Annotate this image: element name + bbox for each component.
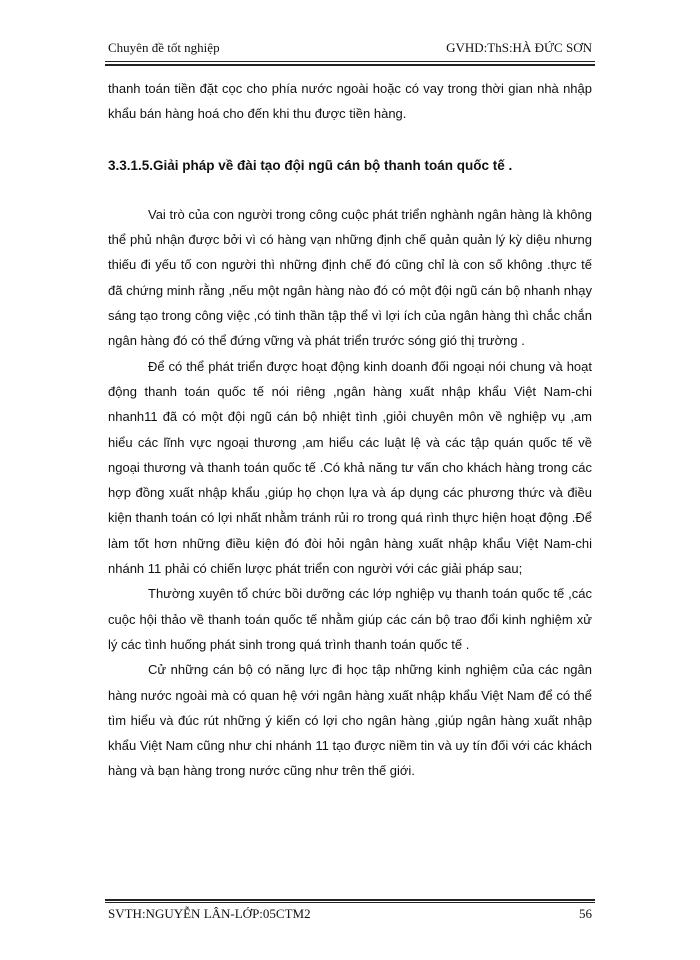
paragraph-study-abroad: Cử những cán bộ có năng lực đi học tập những kinh nghiệm của các ngân hàng nước ngoài mà có quan hệ với ngân hàng xuất nhập khẩu Việt Nam để có thể tìm hiểu và đúc rút những ý kiến có lợi cho ngân hàng ,giúp ngân hàng xuất nhập khẩu Việt Nam cũng như chi nhánh 11 tạo được niềm tin và uy tín đối với các khách hàng và bạn hàng trong nước cũng như trên thế giới.	[108, 662, 592, 779]
footer-rule-thick	[105, 899, 595, 901]
paragraph-role-of-people: Vai trò của con người trong công cuộc phát triển nghành ngân hàng là không thể phủ nhận được bởi vì có hàng vạn những định chế quản quản lý kỳ diệu nhưng thiếu đi yếu tố con người thì những định chế đó cũng chỉ là con số không .thực tế đã chứng minh rằng ,nếu một ngân hàng nào đó có một đội ngũ cán bộ nhanh nhạy sáng tạo trong công việc ,có tinh thần tập thể vì lợi ích của ngân hàng thì chắc chắn ngân hàng đó có thể đứng vững và phát triển trước sóng gió thị trường .	[108, 206, 592, 349]
header-document-type: Chuyên đề tốt nghiệp	[108, 40, 220, 55]
header-supervisor: GVHD:ThS:HÀ ĐỨC SƠN	[446, 40, 592, 55]
paragraph-continuation: thanh toán tiền đặt cọc cho phía nước ngoài hoặc có vay trong thời gian nhà nhập khẩu bán hàng hoá cho đến khi thu được tiền hàng.	[108, 81, 592, 122]
section-heading: 3.3.1.5.Giải pháp về đài tạo đội ngũ cán bộ thanh toán quốc tế .	[108, 157, 513, 173]
footer-rule	[105, 902, 595, 903]
paragraph-training: Thường xuyên tổ chức bồi dưỡng các lớp nghiệp vụ thanh toán quốc tế ,các cuộc hội thảo về thanh toán quốc tế nhằm giúp các cán bộ trao đổi kinh nghiệm xử lý các tình huống phát sinh trong quá trình thanh toán quốc tế .	[108, 586, 592, 652]
header-rule-thick	[105, 64, 595, 66]
page-header	[108, 40, 592, 62]
header-rule	[105, 61, 595, 62]
footer-student-info: SVTH:NGUYỄN LÂN-LỚP:05CTM2	[108, 906, 311, 921]
paragraph-development-strategy: Để có thể phát triển được hoạt động kinh doanh đối ngoại nói chung và hoạt động thanh toán quốc tế nói riêng ,ngân hàng xuất nhập khẩu Việt Nam-chi nhanh11 đã có một đội ngũ cán bộ nhiệt tình ,giỏi chuyên môn về nghiệp vụ ,am hiểu các lĩnh vực ngoại thương ,am hiểu các luật lệ và các tập quán quốc tế về ngoại thương và thanh toán quốc tế .Có khả năng tư vấn cho khách hàng trong các hợp đồng xuất nhập khẩu ,giúp họ chọn lựa và áp dụng các phương thức và điều kiện thanh toán có lợi nhất nhằm tránh rủi ro trong quá rình thực hiện hoạt động .Để làm tốt hơn những điều kiện đó đòi hỏi ngân hàng xuất nhập khẩu Việt Nam-chi nhánh 11 phải có chiến lược phát triển con người với các giải pháp sau;	[108, 358, 592, 577]
page-footer	[108, 906, 592, 928]
page-body	[108, 76, 592, 784]
page-number: 56	[579, 906, 592, 921]
